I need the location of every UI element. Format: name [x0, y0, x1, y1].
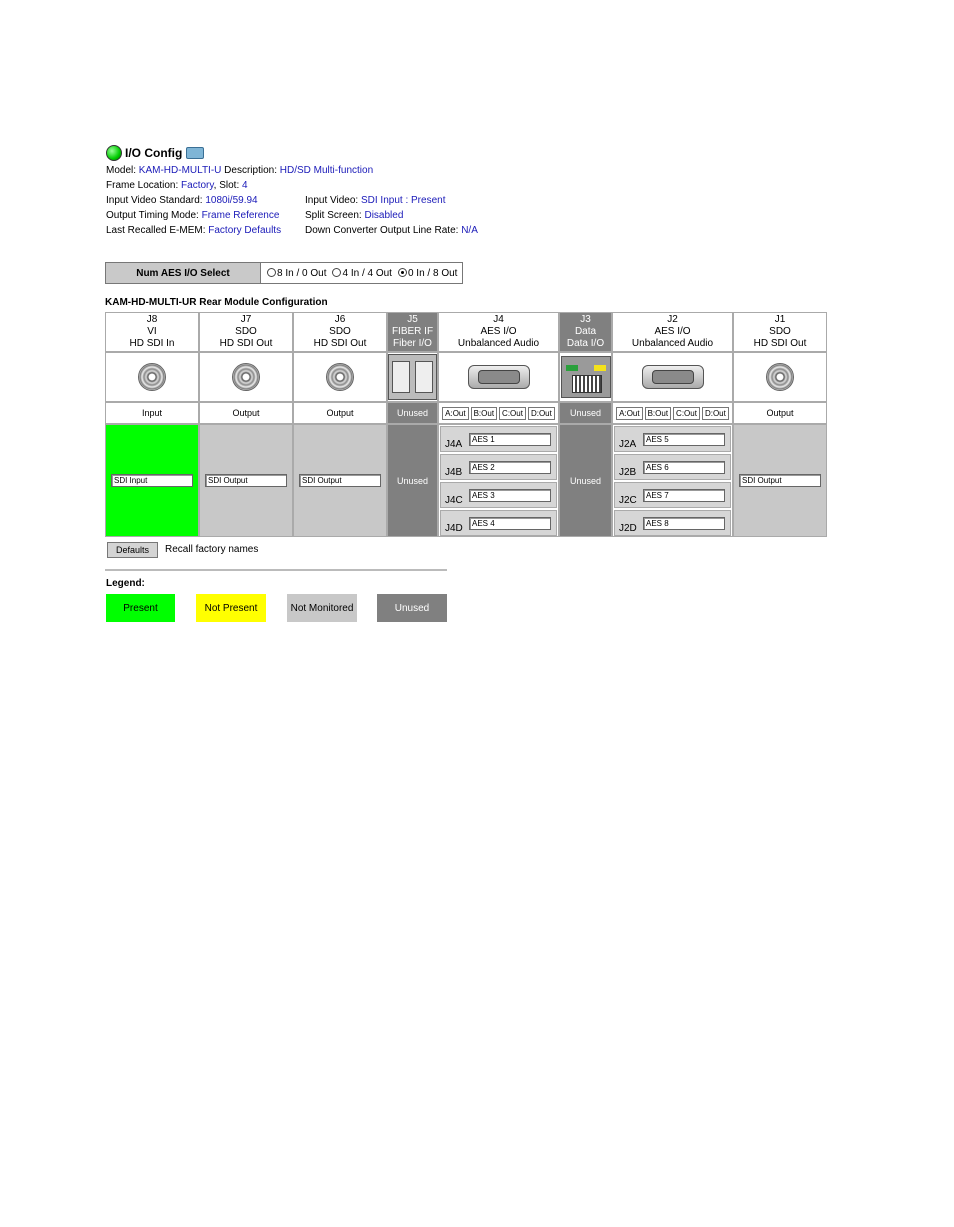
status-j4	[438, 402, 559, 424]
j4-b-out: B:Out	[471, 407, 497, 420]
model-label: Model:	[106, 165, 137, 176]
output-timing-label: Output Timing Mode:	[106, 210, 199, 221]
connector-j2	[612, 352, 733, 402]
radio-selected-icon[interactable]	[398, 268, 407, 277]
aes-row-j2b: J2B AES 6	[614, 454, 731, 480]
status-green-icon	[106, 145, 122, 161]
recall-note: Recall factory names	[165, 544, 259, 555]
legend-title: Legend:	[106, 578, 145, 589]
name-field-j1[interactable]: SDI Output	[739, 474, 821, 487]
page-header	[106, 145, 204, 161]
divider	[105, 569, 447, 571]
header-j1: J1 SDO HD SDI Out	[733, 312, 827, 352]
connector-j6	[293, 352, 387, 402]
name-field-j2b[interactable]: AES 6	[643, 461, 725, 474]
header-j7: J7 SDO HD SDI Out	[199, 312, 293, 352]
header-j6: J6 SDO HD SDI Out	[293, 312, 387, 352]
connector-j8	[105, 352, 199, 402]
header-j2: J2 AES I/O Unbalanced Audio	[612, 312, 733, 352]
status-j8: Input	[105, 402, 199, 424]
aes-row-j2d: J2D AES 8	[614, 510, 731, 536]
status-j5: Unused	[387, 402, 438, 424]
status-j3: Unused	[559, 402, 612, 424]
bnc-connector-icon	[232, 363, 260, 391]
name-field-j7[interactable]: SDI Output	[205, 474, 287, 487]
aes-row-j4a: J4A AES 1	[440, 426, 557, 452]
down-converter-label: Down Converter Output Line Rate:	[305, 225, 459, 236]
model-value: KAM-HD-MULTI-U	[138, 165, 222, 176]
status-j2	[612, 402, 733, 424]
connector-j3	[559, 352, 612, 402]
page-title: I/O Config	[125, 146, 183, 160]
fiber-connector-icon	[388, 354, 437, 400]
rj45-connector-icon	[561, 356, 611, 398]
input-video-standard-label: Input Video Standard:	[106, 195, 203, 206]
input-video-standard-value: 1080i/59.94	[205, 195, 258, 206]
legend-unused: Unused	[377, 594, 447, 622]
db9-connector-icon	[642, 365, 704, 389]
aes-option-4in[interactable]: 4 In / 4 Out	[332, 268, 391, 279]
info-block	[106, 163, 526, 238]
name-field-j6[interactable]: SDI Output	[299, 474, 381, 487]
legend-not-present: Not Present	[196, 594, 266, 622]
cell-j8	[105, 424, 199, 537]
j2-b-out: B:Out	[645, 407, 671, 420]
radio-icon[interactable]	[332, 268, 341, 277]
connector-j5	[387, 352, 438, 402]
emem-value: Factory Defaults	[208, 225, 282, 236]
aes-select-label: Num AES I/O Select	[106, 263, 261, 283]
name-field-j2a[interactable]: AES 5	[643, 433, 725, 446]
emem-label: Last Recalled E-MEM:	[106, 225, 206, 236]
name-field-j4d[interactable]: AES 4	[469, 517, 551, 530]
split-screen-value: Disabled	[364, 210, 404, 221]
rear-module-title: KAM-HD-MULTI-UR Rear Module Configuration	[105, 297, 328, 308]
frame-location-value: Factory	[181, 180, 214, 191]
aes-select-options	[261, 263, 462, 283]
status-j6: Output	[293, 402, 387, 424]
bnc-connector-icon	[138, 363, 166, 391]
j4-a-out: A:Out	[442, 407, 468, 420]
aes-row-j4d: J4D AES 4	[440, 510, 557, 536]
connector-j1	[733, 352, 827, 402]
split-screen-label: Split Screen:	[305, 210, 362, 221]
input-video-label: Input Video:	[305, 195, 359, 206]
aes-option-0in[interactable]: 0 In / 8 Out	[398, 268, 457, 279]
cell-j5: Unused	[387, 424, 438, 537]
connector-j7	[199, 352, 293, 402]
name-field-j4a[interactable]: AES 1	[469, 433, 551, 446]
slot-label: , Slot:	[213, 180, 240, 191]
aes-row-j4c: J4C AES 3	[440, 482, 557, 508]
j4-c-out: C:Out	[499, 407, 526, 420]
refresh-icon[interactable]	[186, 147, 204, 159]
cell-j1	[733, 424, 827, 537]
status-j7: Output	[199, 402, 293, 424]
status-j1: Output	[733, 402, 827, 424]
j2-c-out: C:Out	[673, 407, 700, 420]
header-j4: J4 AES I/O Unbalanced Audio	[438, 312, 559, 352]
name-field-j4b[interactable]: AES 2	[469, 461, 551, 474]
description-value: HD/SD Multi-function	[279, 165, 374, 176]
header-j3: J3 Data Data I/O	[559, 312, 612, 352]
defaults-button[interactable]: Defaults	[107, 542, 158, 558]
cell-j6	[293, 424, 387, 537]
j2-a-out: A:Out	[616, 407, 642, 420]
aes-row-j4b: J4B AES 2	[440, 454, 557, 480]
slot-value: 4	[242, 180, 248, 191]
cell-j7	[199, 424, 293, 537]
legend-present: Present	[106, 594, 175, 622]
down-converter-value: N/A	[461, 225, 478, 236]
input-video-value: SDI Input : Present	[360, 195, 446, 206]
name-field-j8[interactable]: SDI Input	[111, 474, 193, 487]
j4-d-out: D:Out	[528, 407, 555, 420]
header-j8: J8 VI HD SDI In	[105, 312, 199, 352]
aes-select-bar	[105, 262, 463, 284]
name-field-j2d[interactable]: AES 8	[643, 517, 725, 530]
header-j5: J5 FIBER IF Fiber I/O	[387, 312, 438, 352]
name-field-j4c[interactable]: AES 3	[469, 489, 551, 502]
aes-option-8in[interactable]: 8 In / 0 Out	[267, 268, 326, 279]
aes-row-j2a: J2A AES 5	[614, 426, 731, 452]
description-label: Description:	[224, 165, 277, 176]
connector-j4	[438, 352, 559, 402]
radio-icon[interactable]	[267, 268, 276, 277]
cell-j3: Unused	[559, 424, 612, 537]
output-timing-value: Frame Reference	[201, 210, 280, 221]
name-field-j2c[interactable]: AES 7	[643, 489, 725, 502]
bnc-connector-icon	[766, 363, 794, 391]
db9-connector-icon	[468, 365, 530, 389]
j2-d-out: D:Out	[702, 407, 729, 420]
bnc-connector-icon	[326, 363, 354, 391]
aes-row-j2c: J2C AES 7	[614, 482, 731, 508]
frame-location-label: Frame Location:	[106, 180, 179, 191]
legend-not-monitored: Not Monitored	[287, 594, 357, 622]
